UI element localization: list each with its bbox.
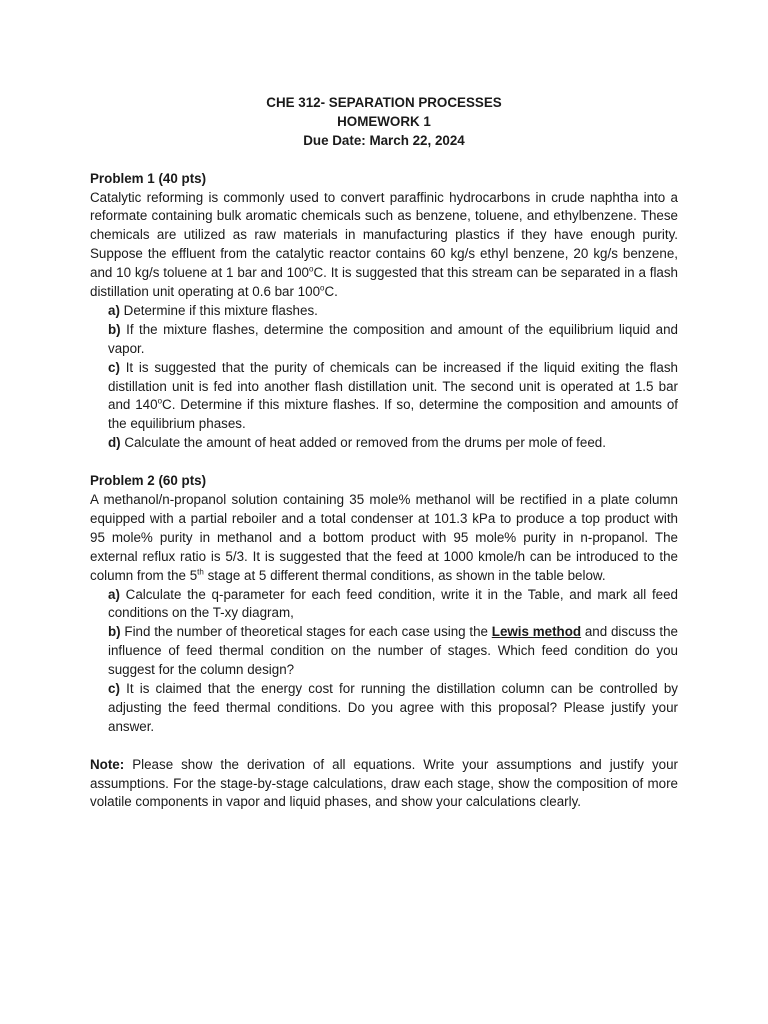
lewis-method-emphasis: Lewis method	[491, 624, 582, 640]
problem-1-statement: Catalytic reforming is commonly used to convert paraffinic hydrocarbons in crude naphtha into a reformate containing bulk aromatic chemicals such as benzene, toluene, and ethylbenzene. These chemicals are utilized as raw materials in manufacturing plastics if they have enough purity. Suppose the effluent from the catalytic reactor contains 60 kg/s ethyl benzene, 20 kg/s benzene, and 10 kg/s toluene at 1 bar and 100$^o$C. It is suggested that this stream can be separated in a flash distillation unit operating at 0.6 bar 100$^o$C.	[90, 189, 679, 300]
degree-symbol: o	[157, 397, 163, 407]
homework-page	[90, 94, 678, 812]
assignment-title: HOMEWORK 1	[337, 113, 431, 129]
problem-1-part-a: a) Determine if this mixture flashes.	[108, 302, 318, 318]
problem-2-part-c: c) It is claimed that the energy cost for running the distillation column can be controlled by adjusting the feed thermal conditions. Do you agree with this proposal? Please justify your answer.	[108, 681, 678, 734]
problem-1-part-d: d) Calculate the amount of heat added or removed from the drums per mole of feed.	[108, 435, 606, 451]
problem-2-part-b: b) Find the number of theoretical stages for each case using the Lewis method and discuss the influence of feed thermal condition on the number of stages. Which feed condition do you suggest for the column design?	[108, 624, 678, 678]
problem-1-title: Problem 1 (40 pts)	[90, 170, 207, 186]
problem-2-statement: A methanol/n-propanol solution containing 35 mole% methanol will be rectified in a plate column equipped with a partial reboiler and a total condenser at 101.3 kPa to produce a top product with 95 mole% purity in methanol and a bottom product with 95 mole% purity in n-propanol. The external reflux ratio is 5/3. It is suggested that the feed at 1000 kmole/h can be introduced to the column from the 5th stage at 5 different thermal conditions, as shown in the table below.	[90, 492, 678, 583]
problem-1-part-c: c) It is suggested that the purity of chemicals can be increased if the liquid exiting the flash distillation unit is fed into another flash distillation unit. The second unit is operated at 1.5 bar and 140$^o$C. Determine if this mixture flashes. If so, determine the composition and amounts of the equilibrium phases.	[108, 359, 679, 432]
problem-2-part-a: a) Calculate the q-parameter for each feed condition, write it in the Table, and mark all feed conditions on the T-xy diagram,	[108, 586, 678, 621]
problem-1-part-b: b) If the mixture flashes, determine the composition and amount of the equilibrium liquid and vapor.	[108, 321, 678, 356]
note-paragraph: Note: Please show the derivation of all equations. Write your assumptions and justify your assumptions. For the stage-by-stage calculations, draw each stage, show the composition of more volatile components in vapor and liquid phases, and show your calculations clearly.	[90, 756, 678, 810]
degree-symbol: o	[309, 264, 314, 274]
due-date: Due Date: March 22, 2024	[303, 132, 465, 148]
course-title: CHE 312- SEPARATION PROCESSES	[266, 95, 502, 110]
problem-2-title: Problem 2 (60 pts)	[90, 473, 207, 489]
problem-1-parts	[108, 302, 678, 453]
document-header	[90, 94, 678, 151]
degree-symbol: o	[320, 283, 325, 293]
ordinal-suffix: th	[197, 567, 204, 577]
problem-2-parts	[108, 586, 678, 737]
